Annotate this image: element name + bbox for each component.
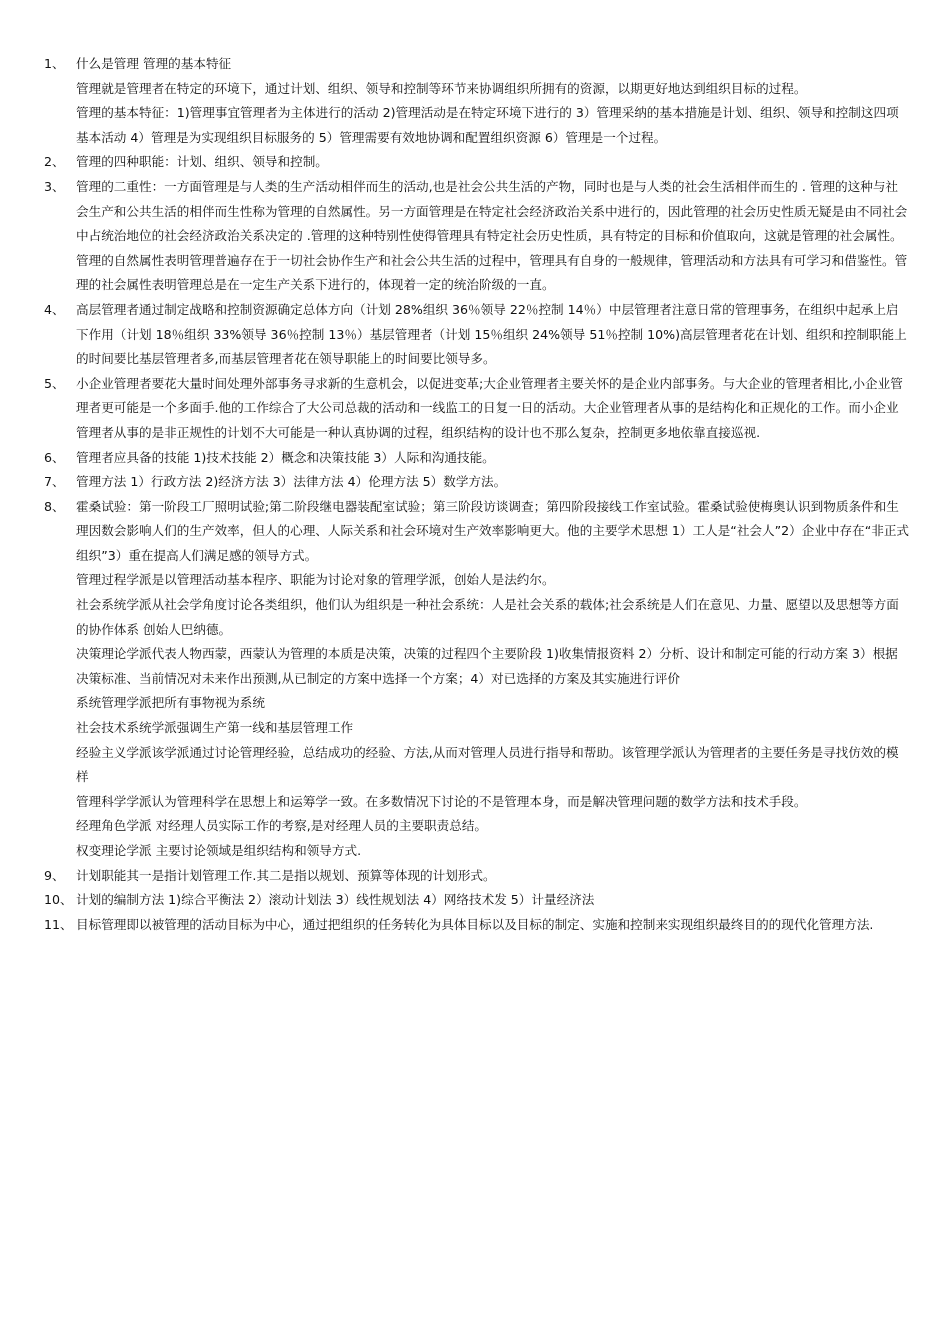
numbered-list bbox=[44, 52, 910, 937]
paragraph: 小企业管理者要花大量时间处理外部事务寻求新的生意机会，以促进变革;大企业管理者主要关怀的是企业内部事务。与大企业的管理者相比,小企业管理者更可能是一个多面手.他的工作综合了大公司总裁的活动和一线监工的日复一日的活动。大企业管理者从事的是结构化和正规化的工作。而小企业管理者从事的是非正规性的计划不大可能是一种认真协调的过程，组织结构的设计也不那么复杂，控制更多地依靠直接巡视. bbox=[76, 375, 903, 440]
item-number: 6、 bbox=[44, 449, 65, 465]
paragraph: 管理的二重性：一方面管理是与人类的生产活动相伴而生的活动,也是社会公共生活的产物，同时也是与人类的社会生活相伴而生的 . 管理的这种与社会生产和公共生活的相伴而生性称为管理的自然属性。另一方面管理是在特定社会经济政治关系中进行的，因此管理的社会历史性质无疑是由不同社会中占统治地位的社会经济政治关系决定的 .管理的这种特别性使得管理具有特定社会历史性质，具有特定的目标和价值取向，这就是管理的社会属性。管理的自然属性表明管理普遍存在于一切社会协作生产和社会公共生活的过程中，管理具有自身的一般规律，管理活动和方法具有可学习和借鉴性。管理的社会属性表明管理总是在一定生产关系下进行的，体现着一定的统治阶级的一直。 bbox=[76, 178, 908, 293]
item-number: 7、 bbox=[44, 474, 65, 490]
paragraph: 社会技术系统学派强调生产第一线和基层管理工作 bbox=[76, 720, 354, 736]
paragraph: 管理就是管理者在特定的环境下，通过计划、组织、领导和控制等环节来协调组织所拥有的资源，以期更好地达到组织目标的过程。 bbox=[76, 80, 807, 96]
item-content bbox=[76, 52, 910, 150]
item-content bbox=[76, 446, 910, 471]
list-item bbox=[44, 888, 910, 913]
paragraph: 权变理论学派 主要讨论领域是组织结构和领导方式. bbox=[76, 843, 362, 858]
item-content bbox=[76, 372, 910, 446]
paragraph: 经理角色学派 对经理人员实际工作的考察,是对经理人员的主要职责总结。 bbox=[76, 818, 488, 834]
list-item bbox=[44, 298, 910, 372]
paragraph: 计划职能其一是指计划管理工作.其二是指以规划、预算等体现的计划形式。 bbox=[76, 867, 496, 883]
paragraph: 管理者应具备的技能 1)技术技能 2）概念和决策技能 3）人际和沟通技能。 bbox=[76, 449, 495, 465]
item-number: 2、 bbox=[44, 154, 65, 170]
item-content bbox=[76, 495, 910, 864]
paragraph: 管理过程学派是以管理活动基本程序、职能为讨论对象的管理学派，创始人是法约尔。 bbox=[76, 572, 555, 588]
item-number: 11、 bbox=[44, 916, 73, 932]
item-content bbox=[76, 470, 910, 495]
item-number: 3、 bbox=[44, 178, 65, 194]
list-item bbox=[44, 864, 910, 889]
paragraph: 社会系统学派从社会学角度讨论各类组织，他们认为组织是一种社会系统：人是社会关系的载体;社会系统是人们在意见、力量、愿望以及思想等方面的协作体系 创始人巴纳德。 bbox=[76, 597, 899, 637]
list-item bbox=[44, 150, 910, 175]
item-content bbox=[76, 913, 910, 938]
paragraph: 经验主义学派该学派通过讨论管理经验，总结成功的经验、方法,从而对管理人员进行指导和帮助。该管理学派认为管理者的主要任务是寻找仿效的模样 bbox=[76, 744, 899, 785]
item-number: 10、 bbox=[44, 892, 73, 908]
item-number: 8、 bbox=[44, 498, 65, 514]
list-item bbox=[44, 446, 910, 471]
paragraph: 霍桑试验：第一阶段工厂照明试验;第二阶段继电器装配室试验；第三阶段访谈调查；第四阶段接线工作室试验。霍桑试验使梅奥认识到物质条件和生理因数会影响人们的生产效率，但人的心理、人际关系和社会环境对生产效率影响更大。他的主要学术思想 1）工人是“社会人”2）企业中存在“非正式组织”3）重在提高人们满足感的领导方式。 bbox=[76, 498, 910, 563]
list-item bbox=[44, 52, 910, 150]
list-item bbox=[44, 495, 910, 864]
paragraph: 系统管理学派把所有事物视为系统 bbox=[76, 695, 265, 711]
paragraph: 管理方法 1）行政方法 2)经济方法 3）法律方法 4）伦理方法 5）数学方法。 bbox=[76, 474, 507, 490]
item-number: 4、 bbox=[44, 301, 65, 317]
paragraph: 管理的基本特征：1)管理事宜管理者为主体进行的活动 2)管理活动是在特定环境下进行的 3）管理采纳的基本措施是计划、组织、领导和控制这四项基本活动 4）管理是为实现组织目标服务的 5）管理需要有效地协调和配置组织资源 6）管理是一个过程。 bbox=[76, 105, 899, 145]
item-content bbox=[76, 298, 910, 372]
item-content bbox=[76, 864, 910, 889]
paragraph: 管理的四种职能：计划、组织、领导和控制。 bbox=[76, 154, 328, 170]
paragraph: 管理科学学派认为管理科学在思想上和运筹学一致。在多数情况下讨论的不是管理本身，而是解决管理问题的数学方法和技术手段。 bbox=[76, 793, 807, 809]
paragraph: 高层管理者通过制定战略和控制资源确定总体方向（计划 28%组织 36％领导 22％控制 14％）中层管理者注意日常的管理事务，在组织中起承上启下作用（计划 18％组织 33%领导 36％控制 13％）基层管理者（计划 15％组织 24%领导 51％控制 10%)高层管理者花在计划、组织和控制职能上的时间要比基层管理者多,而基层管理者花在领导职能上的时间要比领导多。 bbox=[76, 301, 907, 367]
paragraph: 什么是管理 管理的基本特征 bbox=[76, 56, 232, 71]
paragraph: 决策理论学派代表人物西蒙，西蒙认为管理的本质是决策，决策的过程四个主要阶段 1)收集情报资料 2）分析、设计和制定可能的行动方案 3）根据决策标准、当前情况对未来作出预测,从已制定的方案中选择一个方案；4）对已选择的方案及其实施进行评价 bbox=[76, 646, 898, 686]
item-content bbox=[76, 888, 910, 913]
list-item bbox=[44, 470, 910, 495]
list-item bbox=[44, 372, 910, 446]
paragraph: 目标管理即以被管理的活动目标为中心，通过把组织的任务转化为具体目标以及目标的制定、实施和控制来实现组织最终目的的现代化管理方法. bbox=[76, 916, 874, 932]
item-content bbox=[76, 150, 910, 175]
item-number: 5、 bbox=[44, 375, 65, 391]
list-item bbox=[44, 175, 910, 298]
paragraph: 计划的编制方法 1)综合平衡法 2）滚动计划法 3）线性规划法 4）网络技术发 5）计量经济法 bbox=[76, 892, 595, 908]
item-number: 1、 bbox=[44, 56, 65, 71]
list-item bbox=[44, 913, 910, 938]
item-content bbox=[76, 175, 910, 298]
item-number: 9、 bbox=[44, 867, 65, 883]
